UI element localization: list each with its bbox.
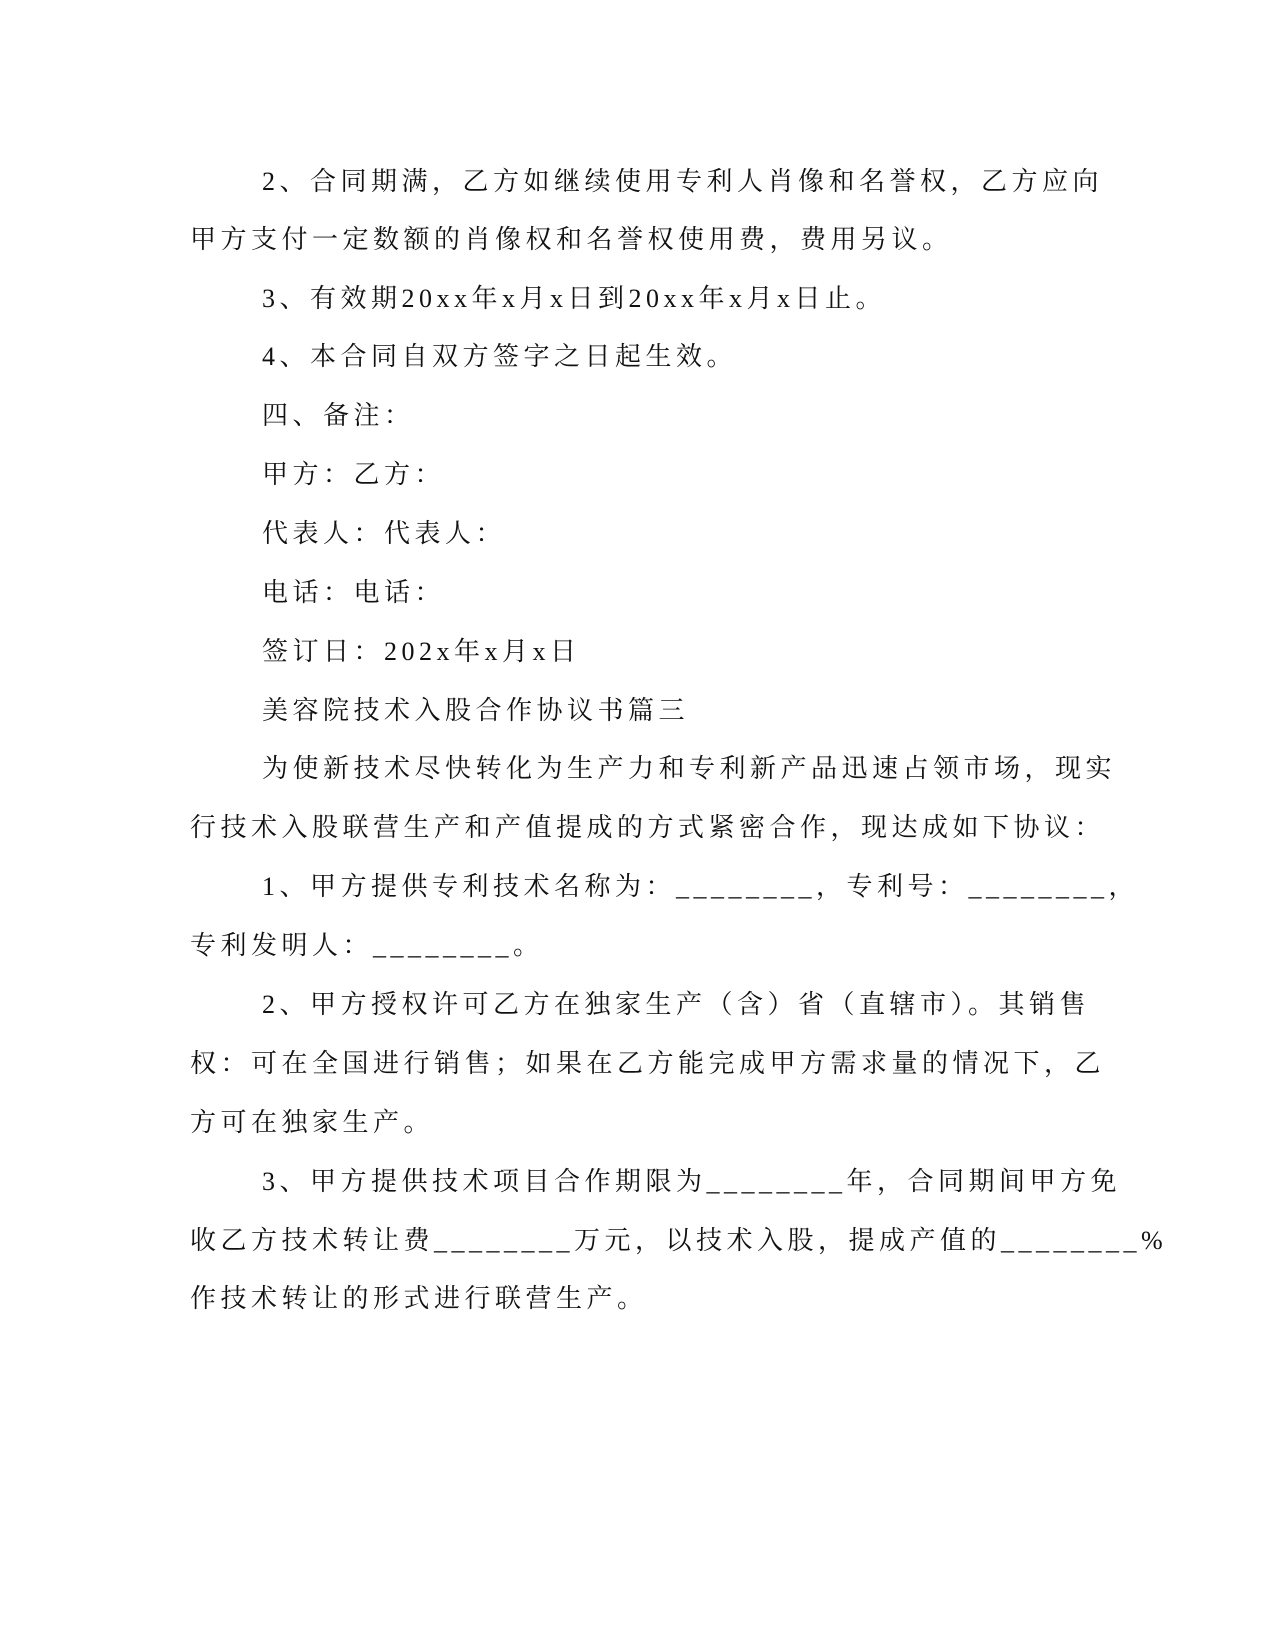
paragraph-line: 为使新技术尽快转化为生产力和专利新产品迅速占领市场，现实: [262, 754, 1117, 783]
section-heading: 四、备注：: [262, 401, 415, 430]
signature-representative-line: 代表人：代表人：: [262, 519, 507, 548]
paragraph-line: 甲方支付一定数额的肖像权和名誉权使用费，费用另议。: [190, 225, 953, 254]
signature-phone-line: 电话：电话：: [262, 578, 446, 607]
paragraph-line: 2、甲方授权许可乙方在独家生产（含）省（直辖市）。其销售: [262, 990, 1091, 1019]
paragraph-line: 3、有效期20xx年x月x日到20xx年x月x日止。: [262, 284, 887, 313]
signing-date-line: 签订日：202x年x月x日: [262, 637, 581, 666]
paragraph-line: 2、合同期满，乙方如继续使用专利人肖像和名誉权，乙方应向: [262, 167, 1104, 196]
paragraph-line: 收乙方技术转让费________万元，以技术入股，提成产值的________%: [190, 1226, 1168, 1255]
paragraph-line: 权：可在全国进行销售；如果在乙方能完成甲方需求量的情况下，乙: [190, 1049, 1106, 1078]
paragraph-line: 作技术转让的形式进行联营生产。: [190, 1284, 648, 1313]
paragraph-line: 4、本合同自双方签字之日起生效。: [262, 342, 738, 371]
paragraph-line: 行技术入股联营生产和产值提成的方式紧密合作，现达成如下协议：: [190, 813, 1106, 842]
paragraph-line: 3、甲方提供技术项目合作期限为________年，合同期间甲方免: [262, 1167, 1122, 1196]
signature-party-line: 甲方：乙方：: [262, 460, 446, 489]
paragraph-line: 1、甲方提供专利技术名称为：________，专利号：________，: [262, 872, 1140, 901]
document-title: 美容院技术入股合作协议书篇三: [262, 696, 690, 725]
paragraph-line: 方可在独家生产。: [190, 1108, 435, 1137]
paragraph-line: 专利发明人：________。: [190, 931, 544, 960]
